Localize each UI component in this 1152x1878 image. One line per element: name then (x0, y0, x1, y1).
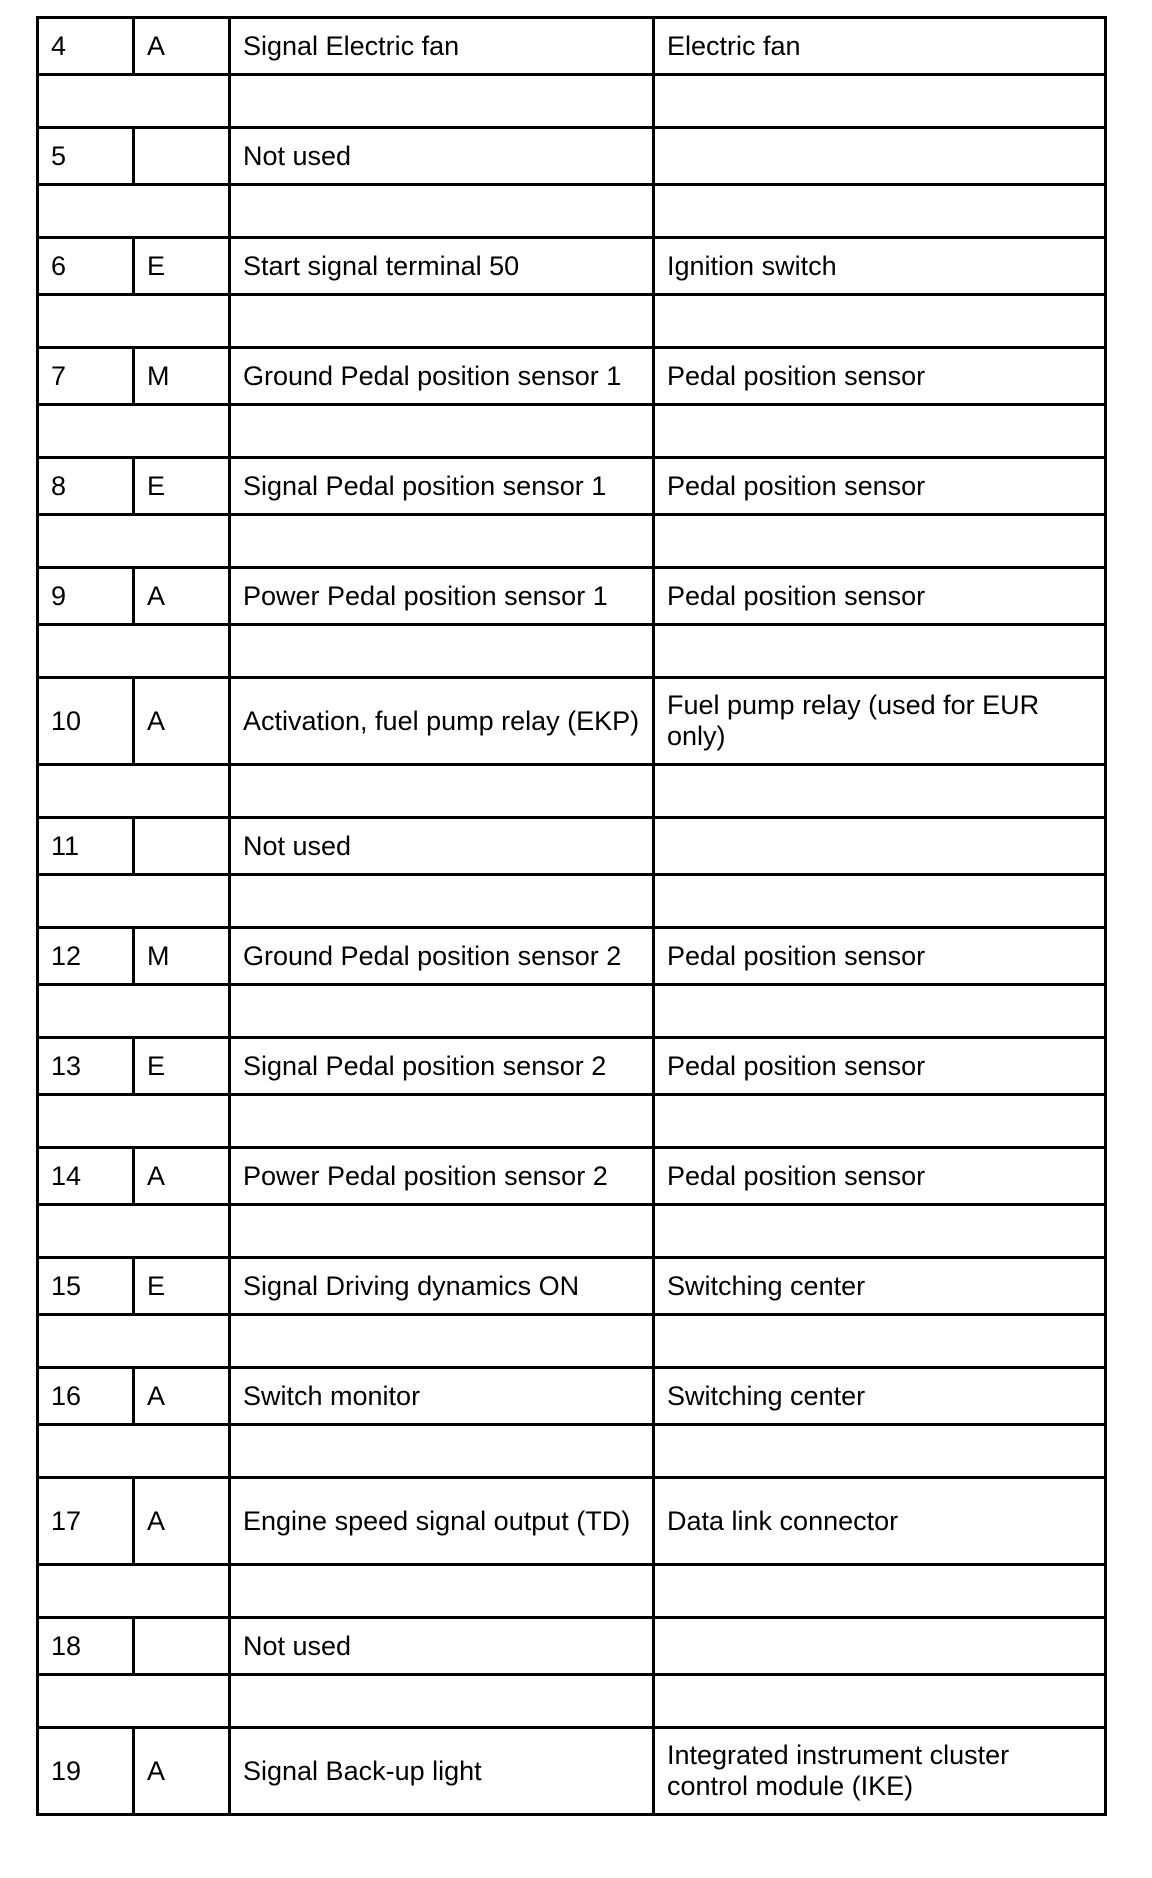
signal-description: Signal Back-up light (230, 1728, 654, 1815)
connected-component: Fuel pump relay (used for EUR only) (654, 678, 1106, 765)
signal-description: Activation, fuel pump relay (EKP) (230, 678, 654, 765)
table-row (38, 1038, 1106, 1095)
connected-component: Electric fan (654, 18, 1106, 75)
connected-component: Pedal position sensor (654, 928, 1106, 985)
signal-description: Not used (230, 128, 654, 185)
signal-description: Not used (230, 818, 654, 875)
pin-number: 15 (38, 1258, 134, 1315)
table-row (38, 568, 1106, 625)
pin-number: 16 (38, 1368, 134, 1425)
signal-type: E (134, 1038, 230, 1095)
signal-description: Power Pedal position sensor 1 (230, 568, 654, 625)
connected-component: Switching center (654, 1368, 1106, 1425)
pin-number: 19 (38, 1728, 134, 1815)
table-row (38, 1148, 1106, 1205)
signal-description: Ground Pedal position sensor 2 (230, 928, 654, 985)
spacer-row (38, 765, 1106, 818)
signal-type (134, 128, 230, 185)
signal-type: A (134, 678, 230, 765)
signal-type (134, 1618, 230, 1675)
table-row (38, 1368, 1106, 1425)
spacer-row (38, 1565, 1106, 1618)
table-row (38, 818, 1106, 875)
connected-component (654, 128, 1106, 185)
spacer-row (38, 875, 1106, 928)
spacer-row (38, 1425, 1106, 1478)
signal-type: A (134, 18, 230, 75)
table-row (38, 128, 1106, 185)
signal-description: Switch monitor (230, 1368, 654, 1425)
table-row (38, 458, 1106, 515)
signal-type: E (134, 238, 230, 295)
signal-description: Signal Pedal position sensor 2 (230, 1038, 654, 1095)
connected-component: Pedal position sensor (654, 348, 1106, 405)
signal-description: Ground Pedal position sensor 1 (230, 348, 654, 405)
signal-description: Signal Electric fan (230, 18, 654, 75)
spacer-row (38, 515, 1106, 568)
table-row (38, 238, 1106, 295)
connected-component: Ignition switch (654, 238, 1106, 295)
table-row (38, 348, 1106, 405)
pin-number: 10 (38, 678, 134, 765)
pin-number: 4 (38, 18, 134, 75)
signal-description: Signal Pedal position sensor 1 (230, 458, 654, 515)
spacer-row (38, 1095, 1106, 1148)
signal-type: M (134, 348, 230, 405)
signal-type: A (134, 568, 230, 625)
table-row (38, 928, 1106, 985)
connected-component (654, 1618, 1106, 1675)
table-row (38, 18, 1106, 75)
spacer-row (38, 185, 1106, 238)
signal-type: A (134, 1728, 230, 1815)
spacer-row (38, 985, 1106, 1038)
connected-component: Pedal position sensor (654, 1038, 1106, 1095)
pin-number: 17 (38, 1478, 134, 1565)
signal-description: Not used (230, 1618, 654, 1675)
table-row (38, 1258, 1106, 1315)
spacer-row (38, 405, 1106, 458)
signal-type: E (134, 458, 230, 515)
pin-number: 13 (38, 1038, 134, 1095)
connected-component: Switching center (654, 1258, 1106, 1315)
pin-number: 9 (38, 568, 134, 625)
connected-component (654, 818, 1106, 875)
pin-number: 12 (38, 928, 134, 985)
signal-type (134, 818, 230, 875)
signal-description: Power Pedal position sensor 2 (230, 1148, 654, 1205)
pin-number: 18 (38, 1618, 134, 1675)
connected-component: Pedal position sensor (654, 1148, 1106, 1205)
pin-number: 14 (38, 1148, 134, 1205)
signal-type: A (134, 1368, 230, 1425)
spacer-row (38, 1205, 1106, 1258)
pin-number: 6 (38, 238, 134, 295)
spacer-row (38, 75, 1106, 128)
table-row (38, 1618, 1106, 1675)
connected-component: Data link connector (654, 1478, 1106, 1565)
signal-type: M (134, 928, 230, 985)
signal-description: Start signal terminal 50 (230, 238, 654, 295)
connected-component: Integrated instrument cluster control module (IKE) (654, 1728, 1106, 1815)
spacer-row (38, 295, 1106, 348)
spacer-row (38, 625, 1106, 678)
spacer-row (38, 1675, 1106, 1728)
signal-type: E (134, 1258, 230, 1315)
signal-description: Engine speed signal output (TD) (230, 1478, 654, 1565)
pin-number: 11 (38, 818, 134, 875)
table-row (38, 678, 1106, 765)
table-row (38, 1478, 1106, 1565)
signal-type: A (134, 1148, 230, 1205)
pin-number: 5 (38, 128, 134, 185)
connected-component: Pedal position sensor (654, 568, 1106, 625)
signal-description: Signal Driving dynamics ON (230, 1258, 654, 1315)
table-row (38, 1728, 1106, 1815)
pin-number: 8 (38, 458, 134, 515)
connected-component: Pedal position sensor (654, 458, 1106, 515)
pin-assignment-table (36, 16, 1107, 1816)
spacer-row (38, 1315, 1106, 1368)
pin-number: 7 (38, 348, 134, 405)
signal-type: A (134, 1478, 230, 1565)
